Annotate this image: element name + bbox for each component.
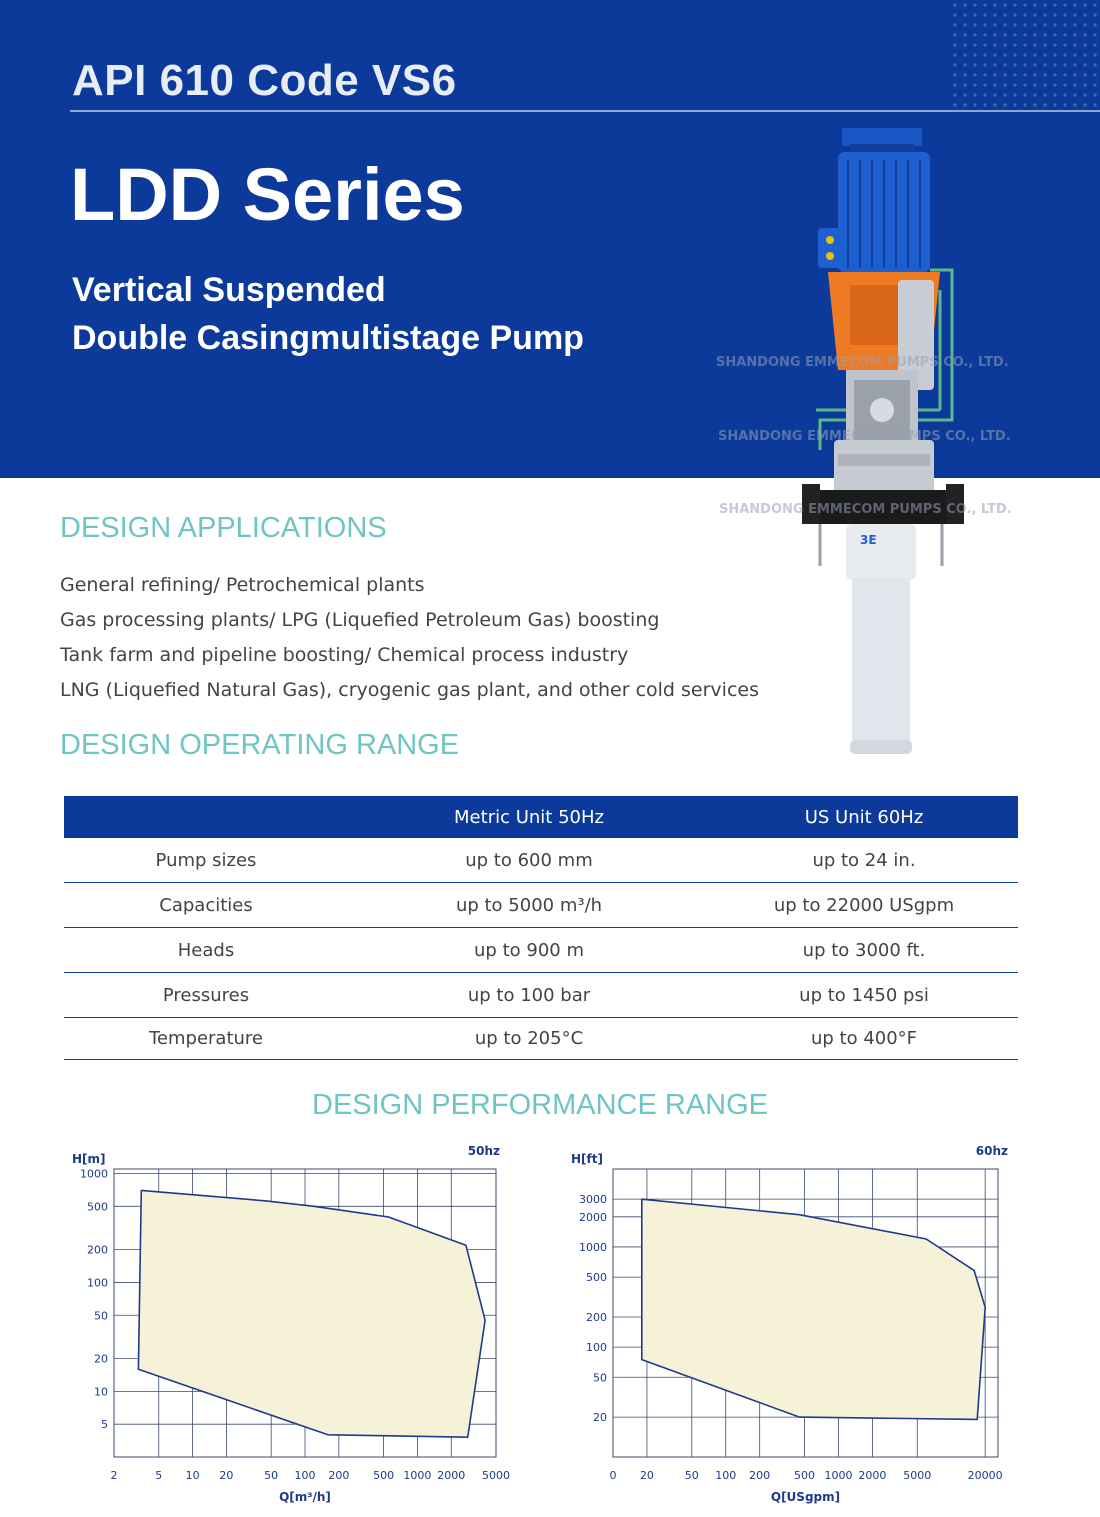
x-tick-label: 200: [749, 1469, 771, 1482]
x-tick-label: 100: [294, 1469, 316, 1482]
x-tick-label: 20000: [967, 1469, 1003, 1482]
table-cell: Capacities: [159, 894, 253, 916]
watermark-2: SHANDONG EMMECOM PUMPS CO., LTD.: [718, 429, 1011, 444]
y-tick-label: 500: [586, 1271, 607, 1285]
operating-range-heading: DESIGN OPERATING RANGE: [60, 729, 460, 761]
y-tick-label: 5: [101, 1418, 108, 1432]
x-tick-label: 500: [794, 1469, 816, 1482]
pump-illustration: [790, 120, 990, 770]
x-tick-label: 50: [684, 1469, 699, 1482]
chart-60hz: [560, 1135, 1030, 1509]
table-cell: up to 5000 m³/h: [455, 894, 603, 916]
chart-50hz-svg: [60, 1135, 530, 1505]
watermark-1: SHANDONG EMMECOM PUMPS CO., LTD.: [716, 355, 1009, 370]
y-tick-label: 100: [87, 1276, 108, 1290]
table-cell: up to 100 bar: [467, 984, 591, 1006]
performance-envelope: [642, 1199, 985, 1419]
svg-text:3E: 3E: [860, 533, 877, 547]
table-row: [64, 883, 1018, 928]
table-row: [64, 838, 1018, 883]
x-tick-label: 2000: [858, 1469, 887, 1482]
table-cell: Pump sizes: [155, 849, 257, 871]
table-cell: up to 600 mm: [465, 849, 593, 871]
x-tick-label: 0: [609, 1469, 617, 1482]
x-tick-label: 5000: [903, 1469, 932, 1482]
list-item: Tank farm and pipeline boosting/ Chemical process industry: [60, 644, 629, 666]
y-tick-label: 1000: [80, 1167, 108, 1181]
y-tick-label: 500: [87, 1200, 108, 1214]
y-tick-label: 10: [94, 1385, 108, 1399]
x-tick-label: 1000: [403, 1469, 432, 1482]
performance-heading: DESIGN PERFORMANCE RANGE: [312, 1089, 768, 1121]
subtitle-line-2: Double Casingmultistage Pump: [72, 319, 584, 357]
performance-envelope: [138, 1190, 485, 1437]
frequency-tag: 60hz: [975, 1144, 1008, 1158]
watermark-3: SHANDONG EMMECOM PUMPS CO., LTD.: [719, 502, 1012, 517]
y-tick-label: 20: [94, 1352, 108, 1366]
y-tick-label: 20: [593, 1411, 607, 1425]
list-item: General refining/ Petrochemical plants: [60, 574, 425, 596]
table-cell: up to 24 in.: [812, 849, 916, 871]
x-tick-label: 20: [219, 1469, 234, 1482]
list-item: LNG (Liquefied Natural Gas), cryogenic gas plant, and other cold services: [60, 679, 759, 701]
y-tick-label: 100: [586, 1341, 607, 1355]
y-tick-label: 3000: [579, 1193, 607, 1207]
x-tick-label: 2000: [437, 1469, 466, 1482]
y-tick-label: 1000: [579, 1240, 607, 1254]
header-divider: [70, 110, 1100, 112]
table-header: [64, 796, 1018, 838]
x-axis-label: Q[m³/h]: [279, 1490, 331, 1504]
dot-pattern: [950, 0, 1100, 110]
list-item: Gas processing plants/ LPG (Liquefied Petroleum Gas) boosting: [60, 609, 660, 631]
code-title: API 610 Code VS6: [72, 56, 457, 105]
applications-list: [60, 570, 759, 710]
x-tick-label: 2: [110, 1469, 118, 1482]
y-axis-label: H[m]: [72, 1152, 106, 1166]
frequency-tag: 50hz: [467, 1144, 500, 1158]
x-tick-label: 50: [264, 1469, 279, 1482]
y-tick-label: 50: [94, 1309, 108, 1323]
applications-heading: DESIGN APPLICATIONS: [60, 512, 387, 544]
table-cell: Heads: [177, 939, 235, 961]
series-title: LDD Series: [70, 153, 465, 236]
subtitle-line-1: Vertical Suspended: [72, 271, 386, 309]
x-tick-label: 500: [373, 1469, 395, 1482]
x-tick-label: 10: [185, 1469, 200, 1482]
x-tick-label: 200: [328, 1469, 350, 1482]
y-axis-label: H[ft]: [571, 1152, 603, 1166]
table-header-cell: US Unit 60Hz: [804, 806, 924, 828]
y-tick-label: 200: [586, 1310, 607, 1324]
chart-60hz-svg: [560, 1135, 1030, 1505]
x-tick-label: 5: [155, 1469, 163, 1482]
y-tick-label: 200: [87, 1243, 108, 1257]
x-tick-label: 20: [639, 1469, 654, 1482]
y-tick-label: 2000: [579, 1210, 607, 1224]
table-row: [64, 928, 1018, 973]
table-row: [64, 973, 1018, 1018]
table-cell: up to 1450 psi: [799, 984, 929, 1006]
table-cell: Pressures: [162, 984, 250, 1006]
table-cell: up to 22000 USgpm: [773, 894, 955, 916]
x-tick-label: 5000: [482, 1469, 510, 1482]
y-tick-label: 50: [593, 1371, 607, 1385]
table-cell: up to 3000 ft.: [802, 939, 926, 961]
x-axis-label: Q[USgpm]: [770, 1490, 841, 1504]
x-tick-label: 100: [715, 1469, 737, 1482]
table-cell: Temperature: [148, 1028, 264, 1049]
table-cell: up to 900 m: [474, 939, 584, 961]
table-header-cell: Metric Unit 50Hz: [454, 806, 604, 828]
chart-50hz: [60, 1135, 530, 1509]
table-row: [64, 1018, 1018, 1060]
x-tick-label: 1000: [824, 1469, 853, 1482]
operating-range-table: [64, 796, 1018, 1060]
subtitle: [72, 266, 584, 362]
table-cell: up to 205°C: [474, 1028, 584, 1049]
table-cell: up to 400°F: [810, 1028, 918, 1049]
